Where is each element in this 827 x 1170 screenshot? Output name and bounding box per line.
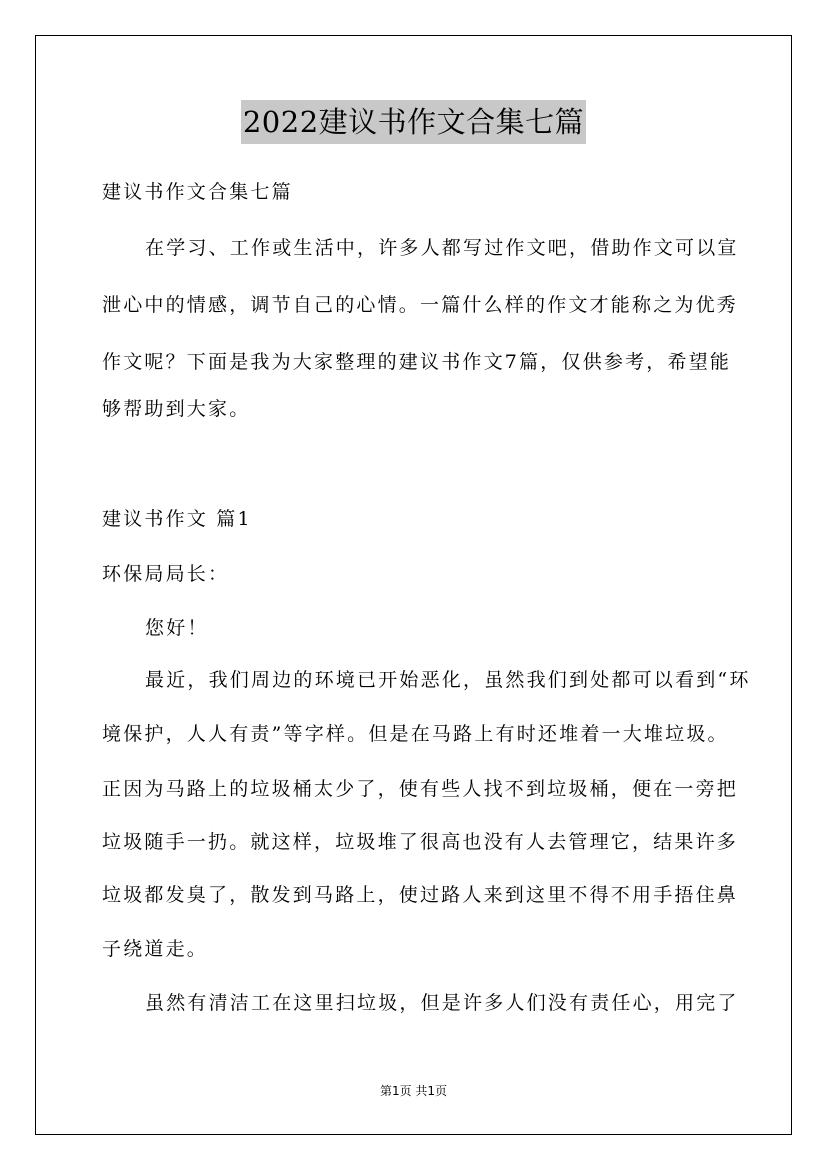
intro-line: 够帮助到大家。 — [102, 398, 251, 420]
body-line: 正因为马路上的垃圾桶太少了，使有些人找不到垃圾桶，便在一旁把 — [102, 778, 739, 800]
document-title: 2022建议书作文合集七篇 — [241, 100, 586, 144]
page-number-footer: 第1页 共1页 — [379, 1084, 448, 1098]
intro-line: 在学习、工作或生活中，许多人都写过作文吧，借助作文可以宣 — [145, 237, 739, 259]
body-line: 境保护，人人有责”等字样。但是在马路上有时还堆着一大堆垃圾。 — [102, 723, 729, 745]
intro-line: 泄心中的情感，调节自己的心情。一篇什么样的作文才能称之为优秀 — [102, 294, 739, 316]
body-line: 垃圾都发臭了，散发到马路上，使过路人来到这里不得不用手捂住鼻 — [102, 884, 739, 906]
section-heading: 建议书作文 篇1 — [102, 508, 252, 530]
intro-line: 作文呢？下面是我为大家整理的建议书作文7篇，仅供参考，希望能 — [102, 351, 732, 373]
greeting: 您好！ — [145, 617, 209, 639]
body-line: 最近，我们周边的环境已开始恶化，虽然我们到处都可以看到“环 — [145, 669, 751, 691]
body-line: 垃圾随手一扔。就这样，垃圾堆了很高也没有人去管理它，结果许多 — [102, 831, 739, 853]
document-subtitle: 建议书作文合集七篇 — [102, 181, 293, 203]
body-line: 虽然有清洁工在这里扫垃圾，但是许多人们没有责任心，用完了 — [145, 992, 739, 1014]
salutation: 环保局局长： — [102, 563, 230, 585]
title-container — [0, 100, 827, 144]
body-line: 子绕道走。 — [102, 938, 209, 960]
